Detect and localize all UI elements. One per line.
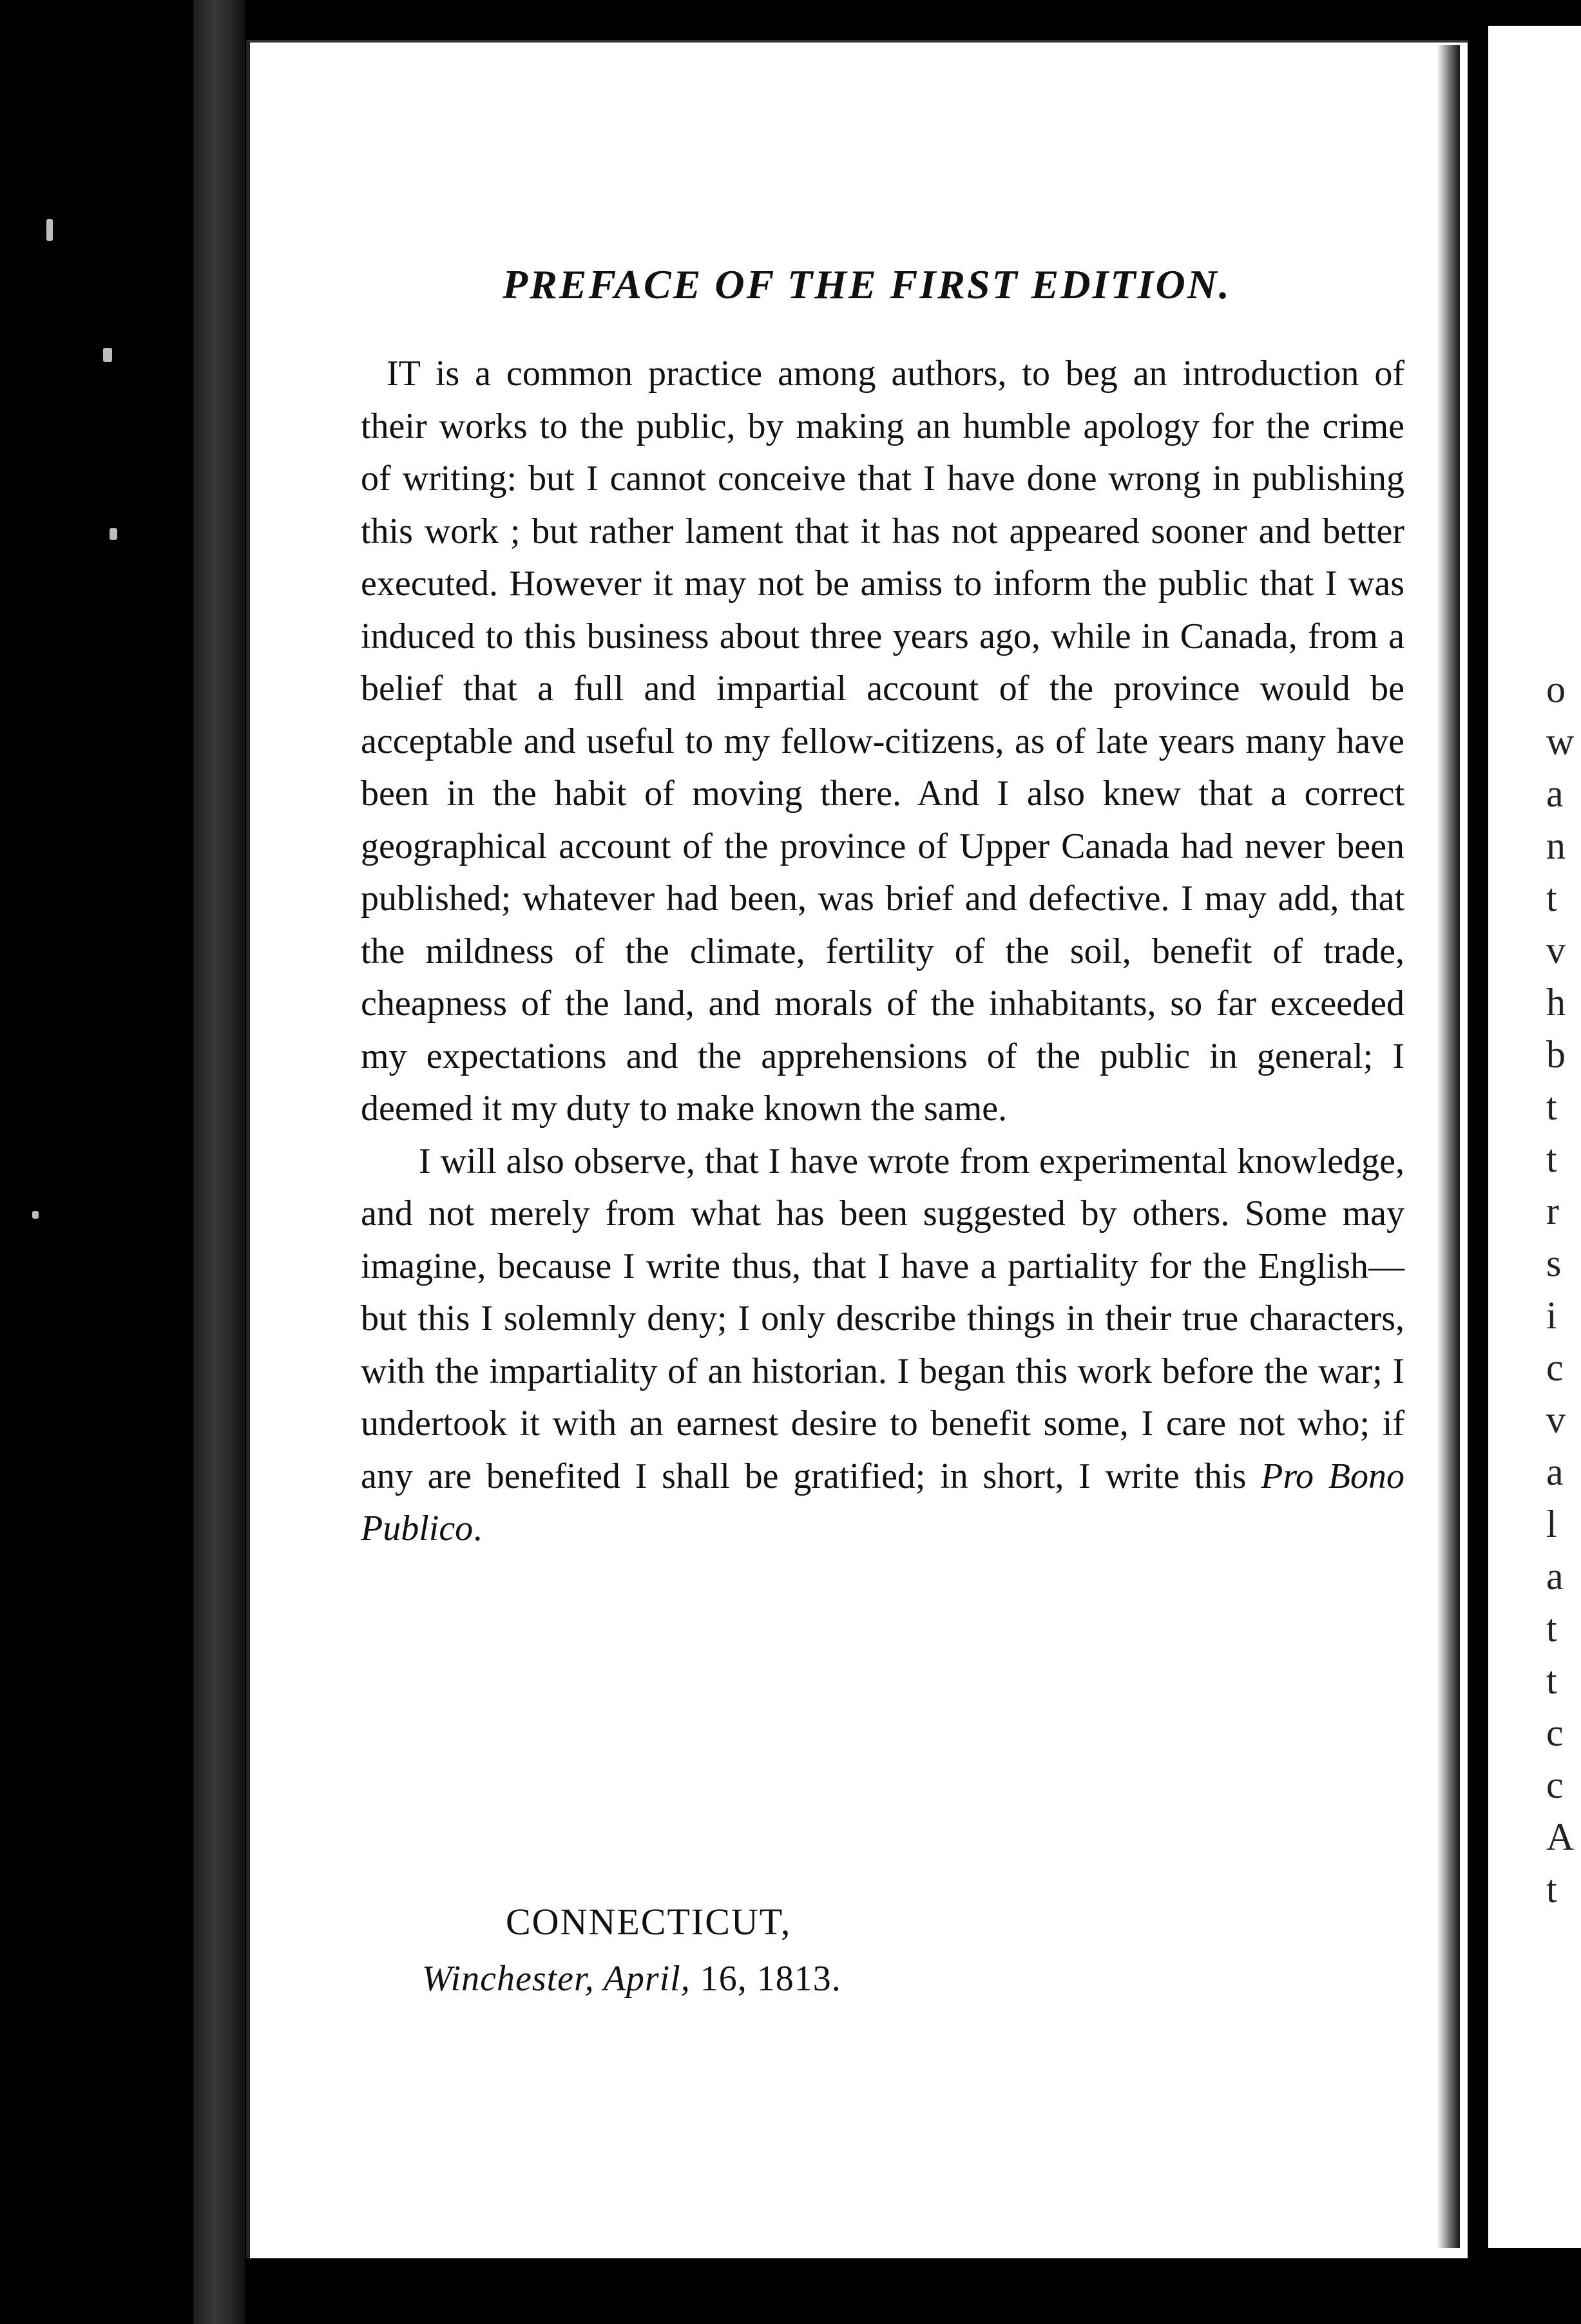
adjacent-page-letter: n bbox=[1546, 824, 1566, 867]
preface-body bbox=[361, 348, 1404, 1556]
adjacent-page-letter: c bbox=[1546, 1764, 1564, 1806]
adjacent-page-letter: A bbox=[1546, 1816, 1575, 1858]
adjacent-page-letter: w bbox=[1546, 720, 1575, 763]
adjacent-page-letter: b bbox=[1546, 1033, 1566, 1076]
adjacent-page-letter: l bbox=[1546, 1503, 1557, 1545]
adjacent-page-letter: t bbox=[1546, 1085, 1557, 1128]
adjacent-page-letter: r bbox=[1546, 1190, 1559, 1232]
adjacent-page-letter: h bbox=[1546, 981, 1566, 1024]
adjacent-page-letter: t bbox=[1546, 1659, 1557, 1702]
adjacent-page-letter: a bbox=[1546, 772, 1564, 815]
page-title: PREFACE OF THE FIRST EDITION. bbox=[503, 262, 1231, 307]
adjacent-page-letter: t bbox=[1546, 1138, 1557, 1180]
signoff-place: CONNECTICUT, bbox=[506, 1901, 792, 1943]
adjacent-page-letter: a bbox=[1546, 1555, 1564, 1597]
signoff-month: April, bbox=[603, 1959, 691, 1999]
adjacent-page-letter: v bbox=[1546, 1398, 1566, 1441]
paragraph-2-end: . bbox=[473, 1509, 483, 1548]
adjacent-page-letter: c bbox=[1546, 1711, 1564, 1754]
paragraph-2-text: I will also observe, that I have wrote from experimental knowledge, and not merely from what has been suggested by others. Some may imagine, because I write thus, that I have a partiality for the English—but this I solemnly deny; I only describe things in their true characters, with the impartiality of an historian. I began this work before the war; I undertook it with an earnest desire to benefit some, I care not who; if any are benefited I shall be gratified; in short, I write this bbox=[361, 1141, 1404, 1496]
adjacent-page-letter: v bbox=[1546, 929, 1566, 971]
motto: Pro Bono Publico bbox=[361, 1456, 1404, 1548]
adjacent-page-letter: a bbox=[1546, 1451, 1564, 1493]
adjacent-page-letter: t bbox=[1546, 877, 1557, 919]
adjacent-page-letter: s bbox=[1546, 1242, 1562, 1284]
signoff-date bbox=[422, 1958, 841, 1999]
paragraph-1: IT is a common practice among authors, to beg an introduction of their works to the public, by making an humble apology for the crime of writing: but I cannot conceive that I have done wrong in publishing this work ; but rather lament that it has not appeared sooner and better executed. However it may not be amiss to inform the public that I was induced to this business about three years ago, while in Canada, from a belief that a full and impartial account of the province would be acceptable and useful to my fellow-citizens, as of late years many have been in the habit of moving there. And I also knew that a correct geographical account of the province of Upper Canada had never been published; whatever had been, was brief and defective. I may add, that the mildness of the climate, fertility of the soil, benefit of trade, cheapness of the land, and morals of the inhabitants, so far exceeded my expectations and the apprehensions of the public in general; I deemed it my duty to make known the same. bbox=[361, 354, 1404, 1129]
spine-speck bbox=[46, 219, 53, 241]
spine-speck bbox=[32, 1211, 39, 1219]
adjacent-page-letter: t bbox=[1546, 1607, 1557, 1650]
paragraph-2 bbox=[361, 1136, 1404, 1556]
page-edge-shadow bbox=[1437, 45, 1460, 2248]
book-spine bbox=[193, 0, 245, 2324]
signoff-town: Winchester, bbox=[422, 1959, 595, 1999]
adjacent-page-letter: o bbox=[1546, 668, 1566, 710]
adjacent-page-letter: t bbox=[1546, 1868, 1557, 1910]
adjacent-page-letter: c bbox=[1546, 1346, 1564, 1389]
signoff-day-year: 16, 1813. bbox=[700, 1959, 841, 1999]
adjacent-page-letters bbox=[1546, 663, 1581, 1916]
adjacent-page-letter: i bbox=[1546, 1294, 1557, 1337]
spine-speck bbox=[110, 528, 117, 540]
spine-speck bbox=[103, 348, 112, 362]
